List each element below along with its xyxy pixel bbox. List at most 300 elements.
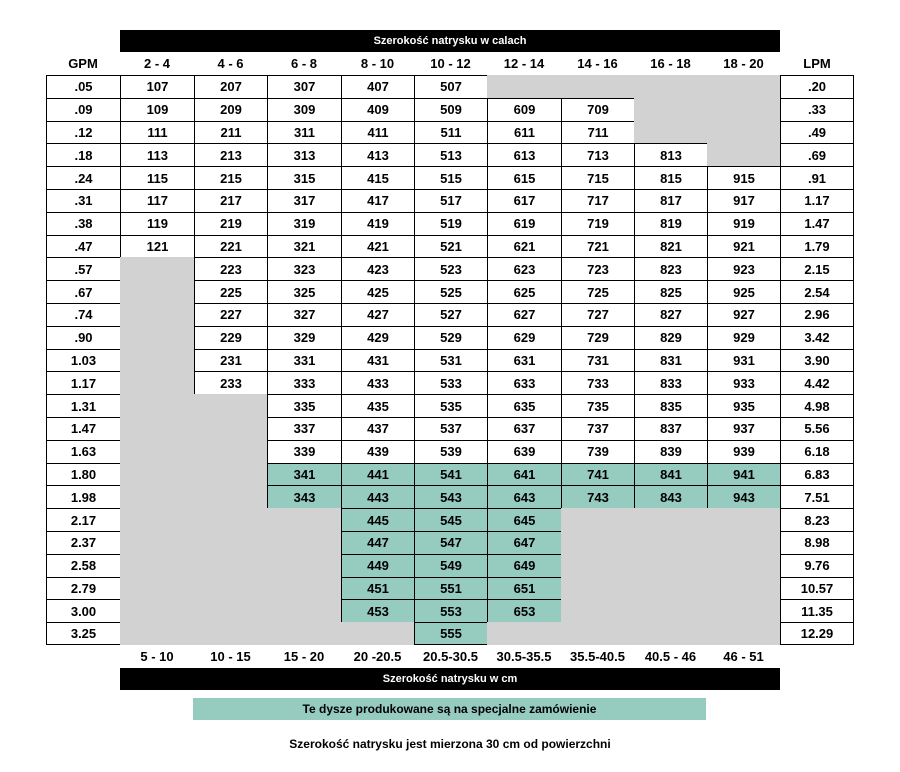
nozzle-code: 541 xyxy=(414,463,487,486)
nozzle-code: 917 xyxy=(707,189,780,212)
unavailable-cell xyxy=(487,622,561,645)
nozzle-code: 339 xyxy=(267,440,341,463)
gpm-value: 3.00 xyxy=(46,599,120,622)
nozzle-code: 341 xyxy=(267,463,341,486)
unavailable-cell xyxy=(194,440,267,463)
nozzle-code: 515 xyxy=(414,166,487,189)
nozzle-code: 217 xyxy=(194,189,267,212)
nozzle-code: 323 xyxy=(267,257,341,280)
unavailable-cell xyxy=(267,531,341,554)
nozzle-code: 939 xyxy=(707,440,780,463)
gpm-value: .57 xyxy=(46,257,120,280)
nozzle-code: 619 xyxy=(487,212,561,235)
unavailable-cell xyxy=(120,349,194,372)
nozzle-code: 617 xyxy=(487,189,561,212)
nozzle-code: 231 xyxy=(194,349,267,372)
nozzle-code: 615 xyxy=(487,166,561,189)
gpm-value: 1.98 xyxy=(46,485,120,508)
unavailable-cell xyxy=(194,485,267,508)
nozzle-code: 711 xyxy=(561,121,634,144)
gpm-value: 2.58 xyxy=(46,554,120,577)
unavailable-cell xyxy=(707,622,780,645)
nozzle-code: 529 xyxy=(414,326,487,349)
unavailable-cell xyxy=(120,303,194,326)
cm-range-label: 15 - 20 xyxy=(267,645,341,667)
cm-range-label: 20.5-30.5 xyxy=(414,645,487,667)
unavailable-cell xyxy=(707,554,780,577)
nozzle-code: 647 xyxy=(487,531,561,554)
lpm-value: 10.57 xyxy=(780,577,854,600)
nozzle-code: 713 xyxy=(561,143,634,166)
inch-range-header: 14 - 16 xyxy=(561,52,634,75)
gpm-value: .74 xyxy=(46,303,120,326)
gpm-value: .90 xyxy=(46,326,120,349)
nozzle-code: 621 xyxy=(487,235,561,258)
unavailable-cell xyxy=(120,554,194,577)
nozzle-code: 823 xyxy=(634,257,707,280)
nozzle-code: 519 xyxy=(414,212,487,235)
nozzle-code: 919 xyxy=(707,212,780,235)
unavailable-cell xyxy=(120,280,194,303)
nozzle-code: 429 xyxy=(341,326,414,349)
nozzle-code: 931 xyxy=(707,349,780,372)
nozzle-code: 229 xyxy=(194,326,267,349)
gpm-value: 2.17 xyxy=(46,508,120,531)
lpm-value: 3.90 xyxy=(780,349,854,372)
nozzle-code: 923 xyxy=(707,257,780,280)
lpm-value: 11.35 xyxy=(780,599,854,622)
gpm-value: 1.47 xyxy=(46,417,120,440)
legend-text: Te dysze produkowane są na specjalne zamówienie xyxy=(302,702,597,716)
gpm-value: .31 xyxy=(46,189,120,212)
nozzle-code: 115 xyxy=(120,166,194,189)
unavailable-cell xyxy=(634,554,707,577)
unavailable-cell xyxy=(707,75,780,98)
cm-width-title: Szerokość natrysku w cm xyxy=(382,673,518,685)
nozzle-code: 421 xyxy=(341,235,414,258)
nozzle-code: 831 xyxy=(634,349,707,372)
gpm-value: 1.03 xyxy=(46,349,120,372)
unavailable-cell xyxy=(707,531,780,554)
nozzle-code: 325 xyxy=(267,280,341,303)
nozzle-code: 643 xyxy=(487,485,561,508)
nozzle-code: 225 xyxy=(194,280,267,303)
nozzle-code: 633 xyxy=(487,371,561,394)
nozzle-code: 533 xyxy=(414,371,487,394)
nozzle-code: 335 xyxy=(267,394,341,417)
unavailable-cell xyxy=(561,531,634,554)
nozzle-code: 625 xyxy=(487,280,561,303)
unavailable-cell xyxy=(120,326,194,349)
nozzle-code: 653 xyxy=(487,599,561,622)
nozzle-code: 317 xyxy=(267,189,341,212)
nozzle-code: 111 xyxy=(120,121,194,144)
unavailable-cell xyxy=(194,463,267,486)
unavailable-cell xyxy=(120,394,194,417)
unavailable-cell xyxy=(267,622,341,645)
nozzle-code: 827 xyxy=(634,303,707,326)
nozzle-code: 739 xyxy=(561,440,634,463)
gpm-value: .12 xyxy=(46,121,120,144)
nozzle-code: 327 xyxy=(267,303,341,326)
lpm-value: 2.54 xyxy=(780,280,854,303)
nozzle-code: 449 xyxy=(341,554,414,577)
nozzle-code: 433 xyxy=(341,371,414,394)
unavailable-cell xyxy=(634,531,707,554)
nozzle-code: 427 xyxy=(341,303,414,326)
nozzle-code: 207 xyxy=(194,75,267,98)
cm-width-title-bar xyxy=(120,668,780,690)
gpm-value: .67 xyxy=(46,280,120,303)
nozzle-code: 717 xyxy=(561,189,634,212)
nozzle-code: 113 xyxy=(120,143,194,166)
nozzle-code: 813 xyxy=(634,143,707,166)
nozzle-code: 313 xyxy=(267,143,341,166)
lpm-header: LPM xyxy=(780,52,854,75)
nozzle-code: 441 xyxy=(341,463,414,486)
nozzle-code: 741 xyxy=(561,463,634,486)
nozzle-code: 815 xyxy=(634,166,707,189)
unavailable-cell xyxy=(194,577,267,600)
lpm-value: 6.83 xyxy=(780,463,854,486)
unavailable-cell xyxy=(341,622,414,645)
nozzle-code: 821 xyxy=(634,235,707,258)
nozzle-code: 431 xyxy=(341,349,414,372)
inch-range-header: 12 - 14 xyxy=(487,52,561,75)
lpm-value: 4.98 xyxy=(780,394,854,417)
lpm-value: 12.29 xyxy=(780,622,854,645)
nozzle-code: 215 xyxy=(194,166,267,189)
nozzle-code: 737 xyxy=(561,417,634,440)
nozzle-code: 929 xyxy=(707,326,780,349)
unavailable-cell xyxy=(194,554,267,577)
nozzle-code: 109 xyxy=(120,98,194,121)
nozzle-code: 309 xyxy=(267,98,341,121)
nozzle-code: 233 xyxy=(194,371,267,394)
gpm-value: 1.17 xyxy=(46,371,120,394)
cm-range-label: 5 - 10 xyxy=(120,645,194,667)
cm-range-label: 40.5 - 46 xyxy=(634,645,707,667)
lpm-value: 2.15 xyxy=(780,257,854,280)
nozzle-code: 117 xyxy=(120,189,194,212)
nozzle-code: 119 xyxy=(120,212,194,235)
nozzle-code: 545 xyxy=(414,508,487,531)
unavailable-cell xyxy=(120,508,194,531)
unavailable-cell xyxy=(120,440,194,463)
unavailable-cell xyxy=(634,622,707,645)
gpm-value: 1.31 xyxy=(46,394,120,417)
unavailable-cell xyxy=(561,599,634,622)
nozzle-code: 727 xyxy=(561,303,634,326)
unavailable-cell xyxy=(634,75,707,98)
gpm-value: 1.63 xyxy=(46,440,120,463)
unavailable-cell xyxy=(707,577,780,600)
nozzle-code: 837 xyxy=(634,417,707,440)
nozzle-code: 445 xyxy=(341,508,414,531)
nozzle-code: 321 xyxy=(267,235,341,258)
lpm-value: 1.17 xyxy=(780,189,854,212)
nozzle-code: 609 xyxy=(487,98,561,121)
nozzle-code: 209 xyxy=(194,98,267,121)
unavailable-cell xyxy=(487,75,561,98)
nozzle-code: 227 xyxy=(194,303,267,326)
gpm-value: 2.79 xyxy=(46,577,120,600)
nozzle-code: 337 xyxy=(267,417,341,440)
unavailable-cell xyxy=(634,508,707,531)
nozzle-code: 825 xyxy=(634,280,707,303)
unavailable-cell xyxy=(120,463,194,486)
unavailable-cell xyxy=(194,531,267,554)
nozzle-code: 525 xyxy=(414,280,487,303)
nozzle-code: 419 xyxy=(341,212,414,235)
nozzle-code: 537 xyxy=(414,417,487,440)
nozzle-code: 933 xyxy=(707,371,780,394)
nozzle-code: 819 xyxy=(634,212,707,235)
nozzle-code: 413 xyxy=(341,143,414,166)
nozzle-code: 729 xyxy=(561,326,634,349)
inch-range-header: 8 - 10 xyxy=(341,52,414,75)
nozzle-code: 211 xyxy=(194,121,267,144)
nozzle-code: 915 xyxy=(707,166,780,189)
unavailable-cell xyxy=(194,394,267,417)
unavailable-cell xyxy=(120,485,194,508)
nozzle-code: 551 xyxy=(414,577,487,600)
unavailable-cell xyxy=(561,622,634,645)
unavailable-cell xyxy=(707,599,780,622)
nozzle-code: 637 xyxy=(487,417,561,440)
nozzle-code: 935 xyxy=(707,394,780,417)
nozzle-code: 927 xyxy=(707,303,780,326)
nozzle-code: 553 xyxy=(414,599,487,622)
nozzle-code: 219 xyxy=(194,212,267,235)
unavailable-cell xyxy=(561,75,634,98)
nozzle-code: 639 xyxy=(487,440,561,463)
nozzle-code: 509 xyxy=(414,98,487,121)
nozzle-code: 719 xyxy=(561,212,634,235)
cm-range-label: 46 - 51 xyxy=(707,645,780,667)
nozzle-code: 425 xyxy=(341,280,414,303)
nozzle-code: 535 xyxy=(414,394,487,417)
lpm-value: 8.23 xyxy=(780,508,854,531)
nozzle-code: 343 xyxy=(267,485,341,508)
nozzle-code: 107 xyxy=(120,75,194,98)
nozzle-code: 725 xyxy=(561,280,634,303)
nozzle-code: 333 xyxy=(267,371,341,394)
unavailable-cell xyxy=(120,417,194,440)
lpm-value: 9.76 xyxy=(780,554,854,577)
lpm-value: .49 xyxy=(780,121,854,144)
lpm-value: .20 xyxy=(780,75,854,98)
inch-range-header: 4 - 6 xyxy=(194,52,267,75)
lpm-value: 1.79 xyxy=(780,235,854,258)
nozzle-code: 523 xyxy=(414,257,487,280)
lpm-value: 3.42 xyxy=(780,326,854,349)
unavailable-cell xyxy=(561,508,634,531)
lpm-value: .33 xyxy=(780,98,854,121)
nozzle-code: 435 xyxy=(341,394,414,417)
nozzle-code: 651 xyxy=(487,577,561,600)
unavailable-cell xyxy=(267,577,341,600)
nozzle-code: 829 xyxy=(634,326,707,349)
nozzle-code: 715 xyxy=(561,166,634,189)
nozzle-code: 627 xyxy=(487,303,561,326)
nozzle-code: 319 xyxy=(267,212,341,235)
unavailable-cell xyxy=(634,577,707,600)
nozzle-code: 555 xyxy=(414,622,487,645)
nozzle-code: 543 xyxy=(414,485,487,508)
inch-range-header: 18 - 20 xyxy=(707,52,780,75)
nozzle-code: 635 xyxy=(487,394,561,417)
gpm-value: .05 xyxy=(46,75,120,98)
gpm-header: GPM xyxy=(46,52,120,75)
cm-range-label: 30.5-35.5 xyxy=(487,645,561,667)
nozzle-code: 409 xyxy=(341,98,414,121)
cm-range-label: 20 -20.5 xyxy=(341,645,414,667)
nozzle-code: 437 xyxy=(341,417,414,440)
nozzle-code: 447 xyxy=(341,531,414,554)
nozzle-code: 709 xyxy=(561,98,634,121)
nozzle-code: 723 xyxy=(561,257,634,280)
nozzle-code: 451 xyxy=(341,577,414,600)
gpm-value: 3.25 xyxy=(46,622,120,645)
nozzle-code: 817 xyxy=(634,189,707,212)
nozzle-code: 835 xyxy=(634,394,707,417)
unavailable-cell xyxy=(267,599,341,622)
nozzle-code: 407 xyxy=(341,75,414,98)
nozzle-code: 839 xyxy=(634,440,707,463)
gpm-value: .38 xyxy=(46,212,120,235)
nozzle-code: 315 xyxy=(267,166,341,189)
unavailable-cell xyxy=(707,143,780,166)
nozzle-code: 925 xyxy=(707,280,780,303)
nozzle-code: 517 xyxy=(414,189,487,212)
nozzle-code: 843 xyxy=(634,485,707,508)
nozzle-code: 513 xyxy=(414,143,487,166)
unavailable-cell xyxy=(267,508,341,531)
nozzle-code: 539 xyxy=(414,440,487,463)
unavailable-cell xyxy=(194,622,267,645)
nozzle-code: 213 xyxy=(194,143,267,166)
unavailable-cell xyxy=(194,508,267,531)
lpm-value: 6.18 xyxy=(780,440,854,463)
unavailable-cell xyxy=(120,599,194,622)
unavailable-cell xyxy=(707,508,780,531)
cm-range-label: 35.5-40.5 xyxy=(561,645,634,667)
nozzle-code: 521 xyxy=(414,235,487,258)
nozzle-code: 331 xyxy=(267,349,341,372)
nozzle-code: 221 xyxy=(194,235,267,258)
nozzle-code: 423 xyxy=(341,257,414,280)
nozzle-code: 223 xyxy=(194,257,267,280)
lpm-value: 5.56 xyxy=(780,417,854,440)
nozzle-code: 415 xyxy=(341,166,414,189)
unavailable-cell xyxy=(634,98,707,121)
nozzle-code: 443 xyxy=(341,485,414,508)
nozzle-code: 527 xyxy=(414,303,487,326)
unavailable-cell xyxy=(194,417,267,440)
lpm-value: 8.98 xyxy=(780,531,854,554)
nozzle-code: 417 xyxy=(341,189,414,212)
unavailable-cell xyxy=(120,531,194,554)
inch-range-header: 16 - 18 xyxy=(634,52,707,75)
nozzle-code: 645 xyxy=(487,508,561,531)
nozzle-code: 841 xyxy=(634,463,707,486)
nozzle-code: 641 xyxy=(487,463,561,486)
nozzle-code: 743 xyxy=(561,485,634,508)
nozzle-code: 611 xyxy=(487,121,561,144)
unavailable-cell xyxy=(707,98,780,121)
unavailable-cell xyxy=(194,599,267,622)
inch-range-header: 10 - 12 xyxy=(414,52,487,75)
nozzle-code: 121 xyxy=(120,235,194,258)
nozzle-code: 329 xyxy=(267,326,341,349)
unavailable-cell xyxy=(267,554,341,577)
unavailable-cell xyxy=(561,577,634,600)
unavailable-cell xyxy=(120,257,194,280)
nozzle-code: 511 xyxy=(414,121,487,144)
unavailable-cell xyxy=(120,577,194,600)
nozzle-code: 623 xyxy=(487,257,561,280)
special-order-legend xyxy=(193,698,706,720)
nozzle-code: 307 xyxy=(267,75,341,98)
lpm-value: 7.51 xyxy=(780,485,854,508)
nozzle-code: 937 xyxy=(707,417,780,440)
nozzle-code: 453 xyxy=(341,599,414,622)
inch-range-header: 6 - 8 xyxy=(267,52,341,75)
nozzle-code: 629 xyxy=(487,326,561,349)
unavailable-cell xyxy=(707,121,780,144)
lpm-value: 1.47 xyxy=(780,212,854,235)
unavailable-cell xyxy=(634,121,707,144)
gpm-value: .09 xyxy=(46,98,120,121)
gpm-value: .47 xyxy=(46,235,120,258)
nozzle-code: 547 xyxy=(414,531,487,554)
nozzle-code: 721 xyxy=(561,235,634,258)
nozzle-code: 531 xyxy=(414,349,487,372)
nozzle-code: 921 xyxy=(707,235,780,258)
nozzle-code: 731 xyxy=(561,349,634,372)
inch-width-title: Szerokość natrysku w calach xyxy=(373,35,527,47)
nozzle-code: 507 xyxy=(414,75,487,98)
lpm-value: 4.42 xyxy=(780,371,854,394)
unavailable-cell xyxy=(120,371,194,394)
unavailable-cell xyxy=(561,554,634,577)
measurement-footnote: Szerokość natrysku jest mierzona 30 cm od powierzchni xyxy=(289,737,611,751)
nozzle-code: 833 xyxy=(634,371,707,394)
gpm-value: .18 xyxy=(46,143,120,166)
nozzle-code: 311 xyxy=(267,121,341,144)
nozzle-code: 411 xyxy=(341,121,414,144)
nozzle-code: 733 xyxy=(561,371,634,394)
gpm-value: 1.80 xyxy=(46,463,120,486)
nozzle-code: 549 xyxy=(414,554,487,577)
nozzle-code: 941 xyxy=(707,463,780,486)
nozzle-code: 439 xyxy=(341,440,414,463)
nozzle-code: 631 xyxy=(487,349,561,372)
nozzle-code: 649 xyxy=(487,554,561,577)
lpm-value: .69 xyxy=(780,143,854,166)
lpm-value: 2.96 xyxy=(780,303,854,326)
nozzle-code: 943 xyxy=(707,485,780,508)
gpm-value: .24 xyxy=(46,166,120,189)
unavailable-cell xyxy=(634,599,707,622)
nozzle-code: 735 xyxy=(561,394,634,417)
lpm-value: .91 xyxy=(780,166,854,189)
gpm-value: 2.37 xyxy=(46,531,120,554)
unavailable-cell xyxy=(120,622,194,645)
inch-range-header: 2 - 4 xyxy=(120,52,194,75)
nozzle-code: 613 xyxy=(487,143,561,166)
